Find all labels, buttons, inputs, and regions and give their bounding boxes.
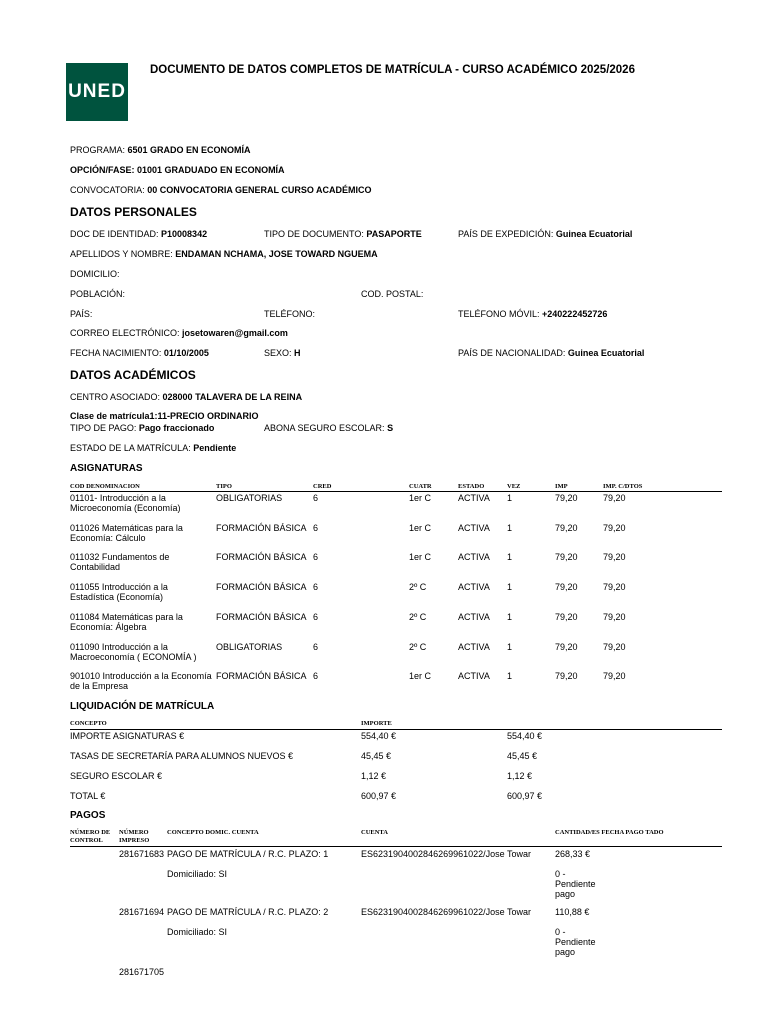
nacionalidad-value: Guinea Ecuatorial xyxy=(567,348,645,358)
pago-estado: 0 - Pendiente pago xyxy=(555,869,596,899)
asignatura-cuatr: 2º C xyxy=(409,611,427,622)
asignatura-tipo: FORMACIÓN BÁSICA xyxy=(216,671,307,682)
clase-matricula: Clase de matrícula1:11-PRECIO ORDINARIO xyxy=(70,411,259,421)
pago-cuenta: ES6231904002846269961022/Jose Towar xyxy=(361,849,531,859)
sexo-label: SEXO: xyxy=(264,348,292,358)
tipo-pago xyxy=(70,423,214,433)
pago-concepto: PAGO DE MATRÍCULA / R.C. PLAZO: 1 xyxy=(167,849,329,859)
estado-label: ESTADO DE LA MATRÍCULA: xyxy=(70,443,191,453)
asignatura-estado: ACTIVA xyxy=(458,552,490,563)
asignaturas-heading: ASIGNATURAS xyxy=(70,463,143,474)
programa-line xyxy=(70,145,251,155)
poblacion-label: POBLACIÓN: xyxy=(70,289,126,299)
asignatura-cred: 6 xyxy=(313,493,319,503)
asignatura-imp: 79,20 xyxy=(555,671,578,682)
uned-logo: UNED xyxy=(66,63,128,121)
asignatura-estado: ACTIVA xyxy=(458,611,490,622)
col-imp: IMP xyxy=(555,483,568,490)
pago-numero-impreso: 281671683 xyxy=(119,849,165,859)
asignatura-vez: 1 xyxy=(507,552,513,563)
pago-cantidad: 268,33 € xyxy=(555,849,591,859)
datos-personales-heading: DATOS PERSONALES xyxy=(70,205,197,219)
liquidacion-importe: 554,40 € xyxy=(361,731,397,741)
pago-cuenta: ES6231904002846269961022/Jose Towar xyxy=(361,907,531,917)
nombre-label: APELLIDOS Y NOMBRE: xyxy=(70,249,173,259)
asignatura-tipo: FORMACIÓN BÁSICA xyxy=(216,522,307,533)
asignatura-cred: 6 xyxy=(313,641,319,652)
pago-concepto: PAGO DE MATRÍCULA / R.C. PLAZO: 2 xyxy=(167,907,329,917)
correo-electronico xyxy=(70,328,288,338)
telefono-label: TELÉFONO: xyxy=(264,309,316,319)
asignatura-vez: 1 xyxy=(507,611,513,622)
sexo xyxy=(264,348,301,358)
asignatura-vez: 1 xyxy=(507,522,513,533)
col-vez: VEZ xyxy=(507,483,521,490)
asignatura-cuatr: 2º C xyxy=(409,582,427,593)
col-tipo: TIPO xyxy=(216,483,232,490)
asignatura-vez: 1 xyxy=(507,493,513,503)
sexo-value: H xyxy=(294,348,301,358)
document-title: DOCUMENTO DE DATOS COMPLETOS DE MATRÍCULA - CURSO ACADÉMICO 2025/2026 xyxy=(150,64,635,76)
opcion-label: OPCIÓN/FASE: xyxy=(70,165,135,175)
opcion-line xyxy=(70,165,285,175)
col-numero-impreso: NÚMERO IMPRESO xyxy=(119,829,150,844)
tipo-doc-label: TIPO DE DOCUMENTO: xyxy=(264,229,364,239)
asignatura-imp-dtos: 79,20 xyxy=(603,582,626,593)
asignatura-denominacion: 901010 Introducción a la Economía de la Empresa xyxy=(70,671,212,692)
apellidos-nombre xyxy=(70,249,378,259)
asignatura-tipo: OBLIGATORIAS xyxy=(216,493,283,503)
asignaturas-divider xyxy=(70,491,722,492)
asignatura-cred: 6 xyxy=(313,522,319,533)
tipo-doc-value: PASAPORTE xyxy=(366,229,422,239)
asignatura-imp: 79,20 xyxy=(555,582,578,593)
asignatura-imp-dtos: 79,20 xyxy=(603,493,626,503)
asignatura-tipo: FORMACIÓN BÁSICA xyxy=(216,611,307,622)
col-denominacion: COD DENOMINACION xyxy=(70,483,140,490)
asignatura-imp: 79,20 xyxy=(555,522,578,533)
col-cred: CRED xyxy=(313,483,332,490)
liquidacion-concepto: IMPORTE ASIGNATURAS € xyxy=(70,731,185,741)
estado-matricula xyxy=(70,443,236,453)
asignatura-cred: 6 xyxy=(313,582,319,593)
asignatura-tipo: OBLIGATORIAS xyxy=(216,641,283,652)
asignatura-estado: ACTIVA xyxy=(458,582,490,593)
asignatura-cred: 6 xyxy=(313,552,319,563)
doc-value: P10008342 xyxy=(161,229,208,239)
programa-value: 6501 GRADO EN ECONOMÍA xyxy=(127,145,251,155)
asignatura-estado: ACTIVA xyxy=(458,493,490,503)
nacionalidad-label: PAÍS DE NACIONALIDAD: xyxy=(458,348,566,358)
asignatura-estado: ACTIVA xyxy=(458,522,490,533)
asignatura-denominacion: 011026 Matemáticas para la Economía: Cálculo xyxy=(70,522,183,543)
asignatura-imp: 79,20 xyxy=(555,552,578,563)
liquidacion-importe: 45,45 € xyxy=(361,751,392,761)
asignatura-estado: ACTIVA xyxy=(458,641,490,652)
pago-estado: 0 - Pendiente pago xyxy=(555,927,596,957)
asignatura-cuatr: 1er C xyxy=(409,522,432,533)
pagos-divider xyxy=(70,846,722,847)
centro-value: 028000 TALAVERA DE LA REINA xyxy=(162,392,303,402)
liquidacion-divider xyxy=(70,729,722,730)
col-estado: ESTADO xyxy=(458,483,485,490)
asignatura-vez: 1 xyxy=(507,641,513,652)
pais-nacionalidad xyxy=(458,348,644,358)
estado-value: Pendiente xyxy=(193,443,237,453)
liquidacion-concepto: TASAS DE SECRETARÍA PARA ALUMNOS NUEVOS € xyxy=(70,751,294,761)
col-cantidad-fecha: CANTIDAD/ES FECHA PAGO TADO xyxy=(555,829,664,836)
pago-domiciliado: Domiciliado: SI xyxy=(167,869,228,879)
movil-value: +240222452726 xyxy=(542,309,608,319)
liquidacion-importe: 1,12 € xyxy=(361,771,387,781)
asignatura-denominacion: 011032 Fundamentos de Contabilidad xyxy=(70,552,170,573)
fecha-nacimiento xyxy=(70,348,209,358)
asignatura-imp-dtos: 79,20 xyxy=(603,522,626,533)
pago-numero-impreso: 281671694 xyxy=(119,907,165,917)
liquidacion-importe-dtos: 1,12 € xyxy=(507,771,533,781)
asignatura-cred: 6 xyxy=(313,671,319,682)
asignatura-imp: 79,20 xyxy=(555,611,578,622)
asignatura-cuatr: 1er C xyxy=(409,671,432,682)
pais-exp-label: PAÍS DE EXPEDICIÓN: xyxy=(458,229,554,239)
asignatura-cuatr: 1er C xyxy=(409,493,432,503)
col-numero-control: NÚMERO DE CONTROL xyxy=(70,829,111,844)
asignatura-cuatr: 1er C xyxy=(409,552,432,563)
seguro-escolar xyxy=(264,423,393,433)
liquidacion-heading: LIQUIDACIÓN DE MATRÍCULA xyxy=(70,701,215,712)
asignatura-imp: 79,20 xyxy=(555,493,578,503)
asignatura-cuatr: 2º C xyxy=(409,641,427,652)
pais-expedicion xyxy=(458,229,632,239)
convocatoria-line xyxy=(70,185,372,195)
col-importe: IMPORTE xyxy=(361,720,392,727)
liquidacion-importe-dtos: 600,97 € xyxy=(507,791,543,801)
col-imp-dtos: IMP. C/DTOS xyxy=(603,483,643,490)
liquidacion-concepto: SEGURO ESCOLAR € xyxy=(70,771,163,781)
cod-postal-label: COD. POSTAL: xyxy=(361,289,424,299)
asignatura-denominacion: 01101- Introducción a la Microeconomía (Economía) xyxy=(70,493,181,513)
asignatura-imp-dtos: 79,20 xyxy=(603,611,626,622)
tipo-pago-value: Pago fraccionado xyxy=(138,423,215,433)
asignatura-vez: 1 xyxy=(507,582,513,593)
asignatura-imp-dtos: 79,20 xyxy=(603,641,626,652)
asignatura-tipo: FORMACIÓN BÁSICA xyxy=(216,582,307,593)
seguro-value: S xyxy=(387,423,394,433)
correo-label: CORREO ELECTRÓNICO: xyxy=(70,328,180,338)
liquidacion-concepto: TOTAL € xyxy=(70,791,106,801)
asignatura-imp-dtos: 79,20 xyxy=(603,552,626,563)
tipo-documento xyxy=(264,229,422,239)
movil-label: TELÉFONO MÓVIL: xyxy=(458,309,540,319)
correo-value: josetowaren@gmail.com xyxy=(182,328,288,338)
pagos-heading: PAGOS xyxy=(70,810,106,821)
asignatura-imp: 79,20 xyxy=(555,641,578,652)
domicilio-label: DOMICILIO: xyxy=(70,269,120,279)
last-numero-impreso: 281671705 xyxy=(119,967,165,977)
col-concepto: CONCEPTO xyxy=(70,720,107,727)
pago-domiciliado: Domiciliado: SI xyxy=(167,927,228,937)
seguro-label: ABONA SEGURO ESCOLAR: xyxy=(264,423,385,433)
opcion-value: 01001 GRADUADO EN ECONOMÍA xyxy=(137,165,285,175)
liquidacion-importe-dtos: 45,45 € xyxy=(507,751,538,761)
programa-label: PROGRAMA: xyxy=(70,145,126,155)
centro-label: CENTRO ASOCIADO: xyxy=(70,392,161,402)
asignatura-imp-dtos: 79,20 xyxy=(603,671,626,682)
telefono-movil xyxy=(458,309,607,319)
liquidacion-importe-dtos: 554,40 € xyxy=(507,731,543,741)
col-cuatr: CUATR xyxy=(409,483,432,490)
asignatura-tipo: FORMACIÓN BÁSICA xyxy=(216,552,307,563)
pais-exp-value: Guinea Ecuatorial xyxy=(555,229,633,239)
convocatoria-value: 00 CONVOCATORIA GENERAL CURSO ACADÉMICO xyxy=(147,185,372,195)
asignatura-vez: 1 xyxy=(507,671,513,682)
pago-cantidad: 110,88 € xyxy=(555,907,590,917)
doc-label: DOC DE IDENTIDAD: xyxy=(70,229,159,239)
convocatoria-label: CONVOCATORIA: xyxy=(70,185,145,195)
nacimiento-value: 01/10/2005 xyxy=(163,348,209,358)
col-concepto-domic: CONCEPTO DOMIC. CUENTA xyxy=(167,829,259,836)
liquidacion-importe: 600,97 € xyxy=(361,791,397,801)
doc-identidad xyxy=(70,229,207,239)
nacimiento-label: FECHA NACIMIENTO: xyxy=(70,348,162,358)
asignatura-estado: ACTIVA xyxy=(458,671,490,682)
pais-label: PAÍS: xyxy=(70,309,93,319)
tipo-pago-label: TIPO DE PAGO: xyxy=(70,423,137,433)
asignatura-denominacion: 011084 Matemáticas para la Economía: Álgebra xyxy=(70,611,183,632)
asignatura-denominacion: 011055 Introducción a la Estadística (Economía) xyxy=(70,582,168,603)
asignatura-cred: 6 xyxy=(313,611,319,622)
nombre-value: ENDAMAN NCHAMA, JOSE TOWARD NGUEMA xyxy=(175,249,378,259)
col-cuenta: CUENTA xyxy=(361,829,388,836)
asignatura-denominacion: 011090 Introducción a la Macroeconomía ( ECONOMÍA ) xyxy=(70,641,197,662)
datos-academicos-heading: DATOS ACADÉMICOS xyxy=(70,368,196,382)
centro-asociado xyxy=(70,392,302,402)
